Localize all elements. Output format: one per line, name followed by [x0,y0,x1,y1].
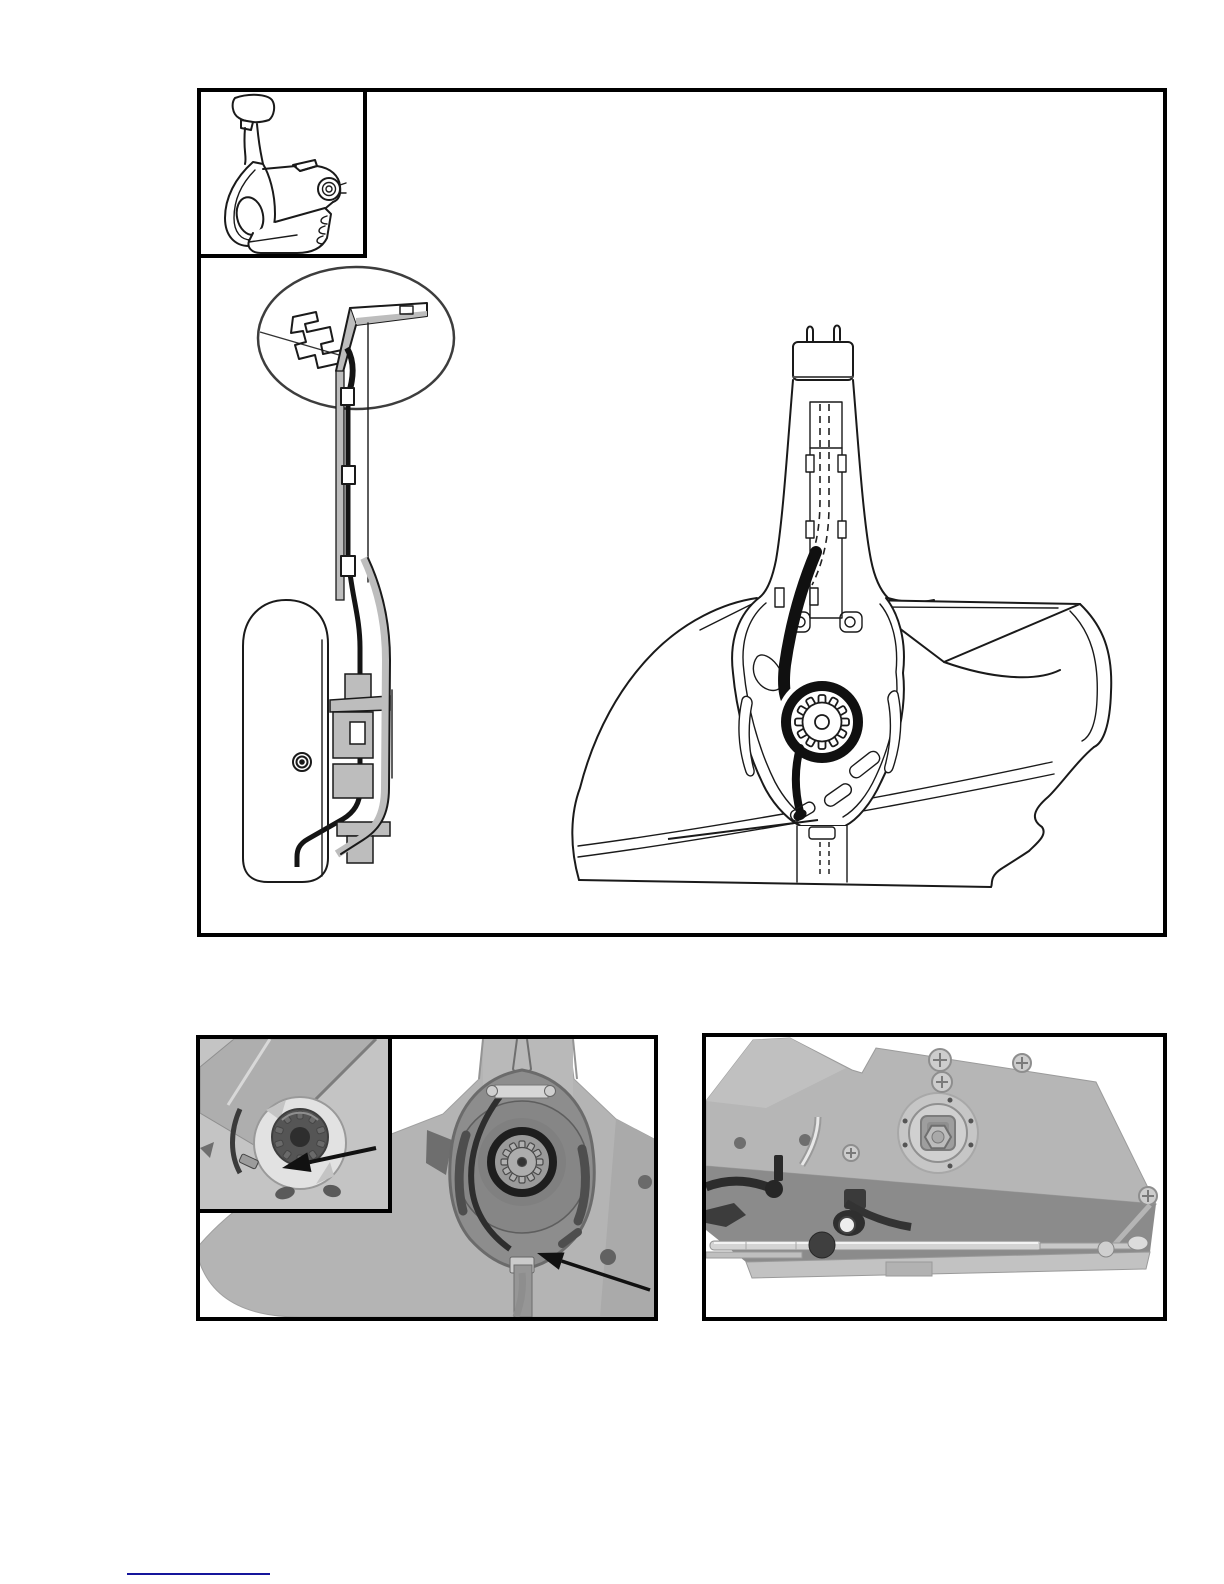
callout-oval [258,267,454,409]
control-body-profile [243,600,328,882]
footer-link-rule[interactable] [127,1573,270,1575]
figure-inset-control-overview [197,88,367,258]
cable-clamp [495,1085,548,1098]
remote-control-drawing [225,95,346,253]
center-hub [898,1093,978,1173]
cable-end-detail-photo [200,1039,388,1209]
control-handle-arm [760,326,888,619]
figure-photo-internal-side [702,1033,1167,1321]
figure-photo-cable-end-detail [196,1035,392,1213]
mount-screw [293,753,311,771]
side-view-assembly [243,267,454,882]
control-internal-side-photo [706,1037,1163,1317]
control-overview-art [201,92,363,254]
